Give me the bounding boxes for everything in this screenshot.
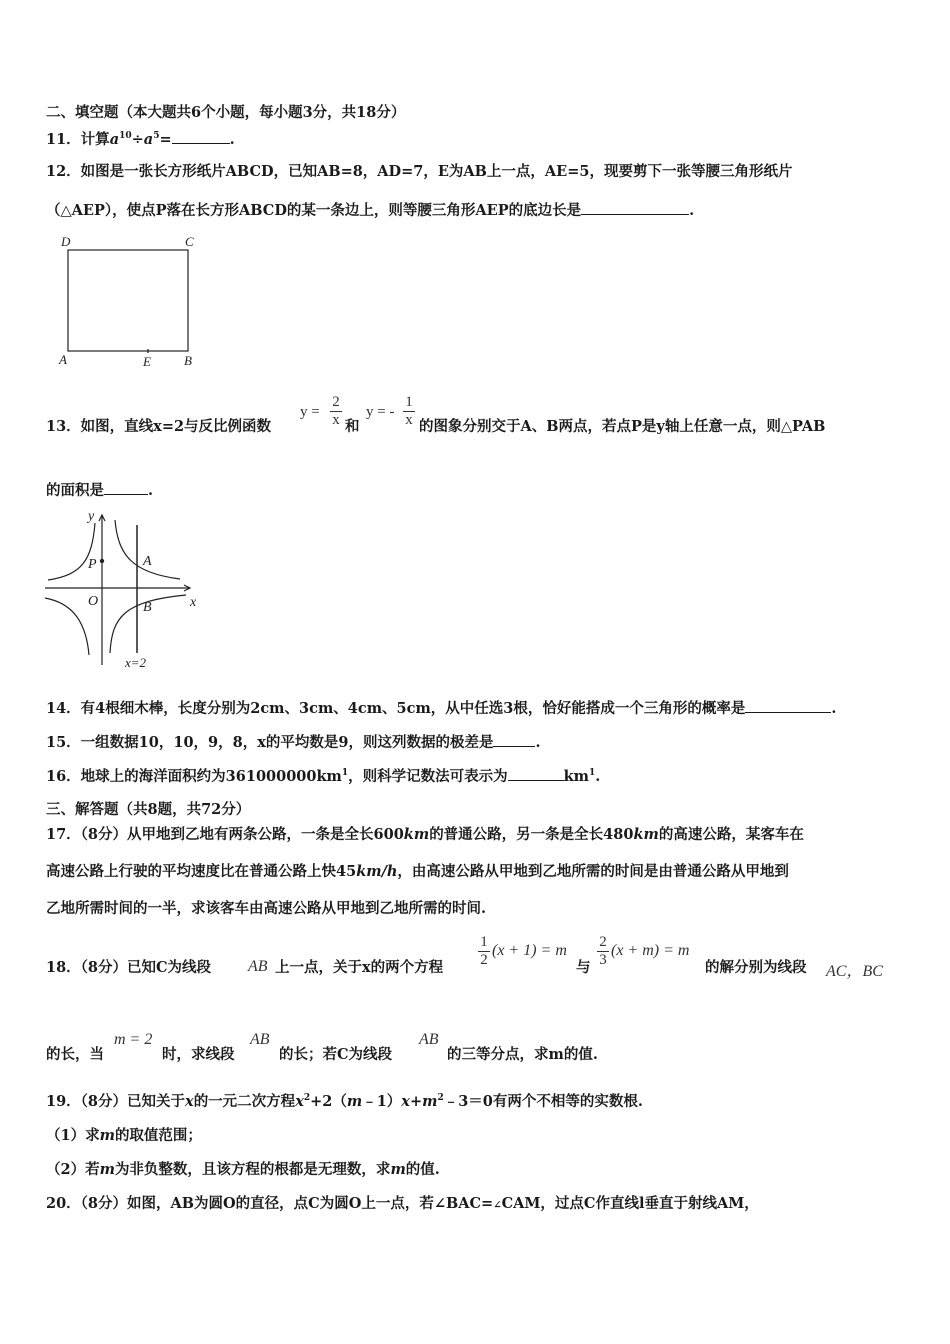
q17-km2: km xyxy=(633,826,659,843)
q16-end: . xyxy=(595,768,601,785)
section-fill-blank-title: 二、填空题（本大题共6个小题，每小题3分，共18分） xyxy=(46,104,406,121)
q12-end: . xyxy=(689,202,695,219)
q19-eq3: ﹣1） xyxy=(362,1093,402,1110)
q18-eq1-fraction xyxy=(478,934,490,969)
curve-y-2-over-x-q1 xyxy=(115,520,180,579)
q14-answer-blank[interactable] xyxy=(745,698,831,713)
point-p xyxy=(100,559,104,563)
q20-angle: ∠ xyxy=(493,1200,502,1211)
q13-f1-den: x xyxy=(332,412,340,428)
q19-p2m2: m xyxy=(390,1161,406,1178)
q13-and: 和 xyxy=(345,418,360,435)
q11-end: . xyxy=(229,131,235,148)
question-18-a: 18．（8分）已知C为线段 xyxy=(46,959,212,976)
q19-eq4sup: 2 xyxy=(437,1093,444,1104)
q13-fraction-1 xyxy=(330,394,342,429)
question-13-line2 xyxy=(46,480,153,501)
q18-m-equals-2: m = 2 xyxy=(114,1031,153,1048)
q19-p2b: 为非负整数，且该方程的根都是无理数，求 xyxy=(114,1161,391,1178)
q18-d: 的解分别为线段 xyxy=(705,959,807,976)
q13-fraction-2 xyxy=(403,394,415,429)
q19-eq4: + xyxy=(409,1093,423,1110)
q19-b: 的一元二次方程 xyxy=(193,1093,296,1110)
q14-end: . xyxy=(831,700,837,717)
q11-exp2: 5 xyxy=(153,131,160,142)
q17-l2a: 高速公路上行驶的平均速度比在普通公路上快45 xyxy=(46,863,357,880)
q18-eq2-rest: (x + m) = m xyxy=(611,942,690,959)
q18-ac-bc: AC，BC xyxy=(826,963,883,980)
q15-answer-blank[interactable] xyxy=(493,732,535,747)
rectangle-abcd-figure xyxy=(55,232,215,372)
q19-p2m: m xyxy=(99,1161,115,1178)
q17-l1a: 17．（8分）从甲地到乙地有两条公路，一条是全长600 xyxy=(46,826,404,843)
label-d: D xyxy=(61,234,71,249)
q18-ab: AB xyxy=(248,958,268,975)
q16-answer-blank[interactable] xyxy=(508,766,564,781)
q18-eq2-den: 3 xyxy=(599,952,607,968)
question-19 xyxy=(46,1092,643,1112)
q18-l2c: 的长；若C为线段 xyxy=(279,1046,393,1063)
q18-ab3: AB xyxy=(419,1031,439,1048)
q11-answer-blank[interactable] xyxy=(172,129,230,144)
q18-l2d: 的三等分点，求m的值. xyxy=(447,1046,598,1063)
q18-eq1-den: 2 xyxy=(480,952,488,968)
q16-unit: km xyxy=(563,768,590,785)
q18-eq1-rest: (x + 1) = m xyxy=(492,942,567,959)
q13-f2-num: 1 xyxy=(405,394,413,410)
question-19-part2 xyxy=(46,1160,440,1180)
q19-x: x xyxy=(185,1093,194,1110)
q12-line2-text: （△AEP），使点P落在长方形ABCD的某一条边上，则等腰三角形AEP的底边长是 xyxy=(46,202,582,219)
q11-exp1: 10 xyxy=(119,131,132,142)
q13-line2-text: 的面积是 xyxy=(46,482,104,499)
label-e: E xyxy=(143,354,151,369)
q19-p2c: 的值. xyxy=(405,1161,440,1178)
q19-eq5: ﹣3＝0有两个不相等的实数根. xyxy=(443,1093,643,1110)
question-17-line3: 乙地所需时间的一半，求该客车由高速公路从甲地到乙地所需的时间. xyxy=(46,900,487,917)
question-15 xyxy=(46,732,541,753)
q19-eq1sup: 2 xyxy=(303,1093,311,1104)
question-12-line2 xyxy=(46,200,694,221)
q16-sup2: 1 xyxy=(589,768,596,779)
label-a: A xyxy=(143,554,152,569)
label-p: P xyxy=(88,557,97,572)
q18-l2b: 时，求线段 xyxy=(162,1046,235,1063)
q19-eq1: x xyxy=(295,1093,304,1110)
question-19-part1 xyxy=(46,1126,202,1146)
q19-a: 19．（8分）已知关于 xyxy=(46,1093,186,1110)
q17-km1: km xyxy=(403,826,430,843)
question-14 xyxy=(46,698,836,719)
q19-p1a: （1）求 xyxy=(46,1127,100,1144)
q15-end: . xyxy=(535,734,541,751)
hyperbola-graph-figure xyxy=(40,505,210,670)
q18-ab2: AB xyxy=(250,1031,270,1048)
q13-answer-blank[interactable] xyxy=(104,480,148,495)
question-11 xyxy=(46,129,235,150)
label-x: x xyxy=(190,595,197,610)
label-y: y xyxy=(88,509,95,524)
label-b: B xyxy=(143,600,152,615)
q11-base1: a xyxy=(109,131,120,148)
q11-eq: = xyxy=(159,131,172,148)
q13-f1-y: y = xyxy=(300,404,320,420)
question-17-line2 xyxy=(46,862,789,882)
q17-l2b: ，由高速公路从甲地到乙地所需的时间是由普通公路从甲地到 xyxy=(397,863,789,880)
q19-p2a: （2）若 xyxy=(46,1161,100,1178)
q14-text: 14．有4根细木棒，长度分别为2cm、3cm、4cm、5cm，从中任选3根，恰好能搭成一个三角形的概率是 xyxy=(46,700,746,717)
q16-mid: ，则科学记数法可表示为 xyxy=(348,768,508,785)
curve-y-2-over-x-q3 xyxy=(45,598,89,655)
q12-answer-blank[interactable] xyxy=(581,200,689,215)
q13-f1-num: 2 xyxy=(332,394,340,410)
label-o: O xyxy=(88,594,99,609)
q13-suffix: 的图象分别交于A、B两点，若点P是y轴上任意一点，则△PAB xyxy=(419,418,826,435)
q13-end: . xyxy=(148,482,154,499)
q11-op: ÷ xyxy=(131,131,144,148)
q18-eq1-num: 1 xyxy=(480,934,488,950)
question-13-prefix: 13．如图，直线x=2与反比例函数 xyxy=(46,418,272,435)
label-c: C xyxy=(185,234,194,249)
question-16 xyxy=(46,766,600,787)
q19-x2: x xyxy=(401,1093,410,1110)
q19-eq2: +2（ xyxy=(310,1093,347,1110)
rectangle-abcd xyxy=(68,250,188,351)
question-17-line1 xyxy=(46,825,804,845)
q11-text: 11．计算 xyxy=(46,131,110,148)
question-12-line1: 12．如图是一张长方形纸片ABCD，已知AB=8，AD=7，E为AB上一点，AE=5，现要剪下一张等腰三角形纸片 xyxy=(46,163,793,180)
q13-f2-y: y = - xyxy=(366,404,395,420)
q20-rest: CAM，过点C作直线l垂直于射线AM， xyxy=(501,1195,759,1212)
q19-m: m xyxy=(346,1093,363,1110)
q13-f2-den: x xyxy=(405,412,413,428)
q18-eq2-num: 2 xyxy=(599,934,607,950)
label-a: A xyxy=(59,352,67,367)
label-x-equals-2: x=2 xyxy=(125,655,147,670)
section-answer-title: 三、解答题（共8题，共72分） xyxy=(46,801,251,818)
q17-l1b: 的普通公路，另一条是全长480 xyxy=(429,826,634,843)
q17-kmh: km/h xyxy=(356,863,398,880)
q15-text: 15．一组数据10，10，9，8，x的平均数是9，则这列数据的极差是 xyxy=(46,734,494,751)
q16-sup: 1 xyxy=(341,768,349,779)
q16-text: 16．地球上的海洋面积约为361000000km xyxy=(46,768,342,785)
q11-base2: a xyxy=(143,131,154,148)
q17-l1c: 的高速公路，某客车在 xyxy=(658,826,804,843)
q18-c: 与 xyxy=(576,959,591,976)
label-b: B xyxy=(184,353,192,368)
q19-m2: m xyxy=(422,1093,438,1110)
q18-eq2-fraction xyxy=(597,934,609,969)
q18-b: 上一点，关于x的两个方程 xyxy=(275,959,444,976)
q20-text: 20．（8分）如图，AB为圆O的直径，点C为圆O上一点，若∠BAC= xyxy=(46,1195,494,1212)
q19-p1b: 的取值范围； xyxy=(114,1127,202,1144)
q19-p1m: m xyxy=(99,1127,115,1144)
q18-l2a: 的长，当 xyxy=(46,1046,104,1063)
question-20 xyxy=(46,1194,759,1216)
